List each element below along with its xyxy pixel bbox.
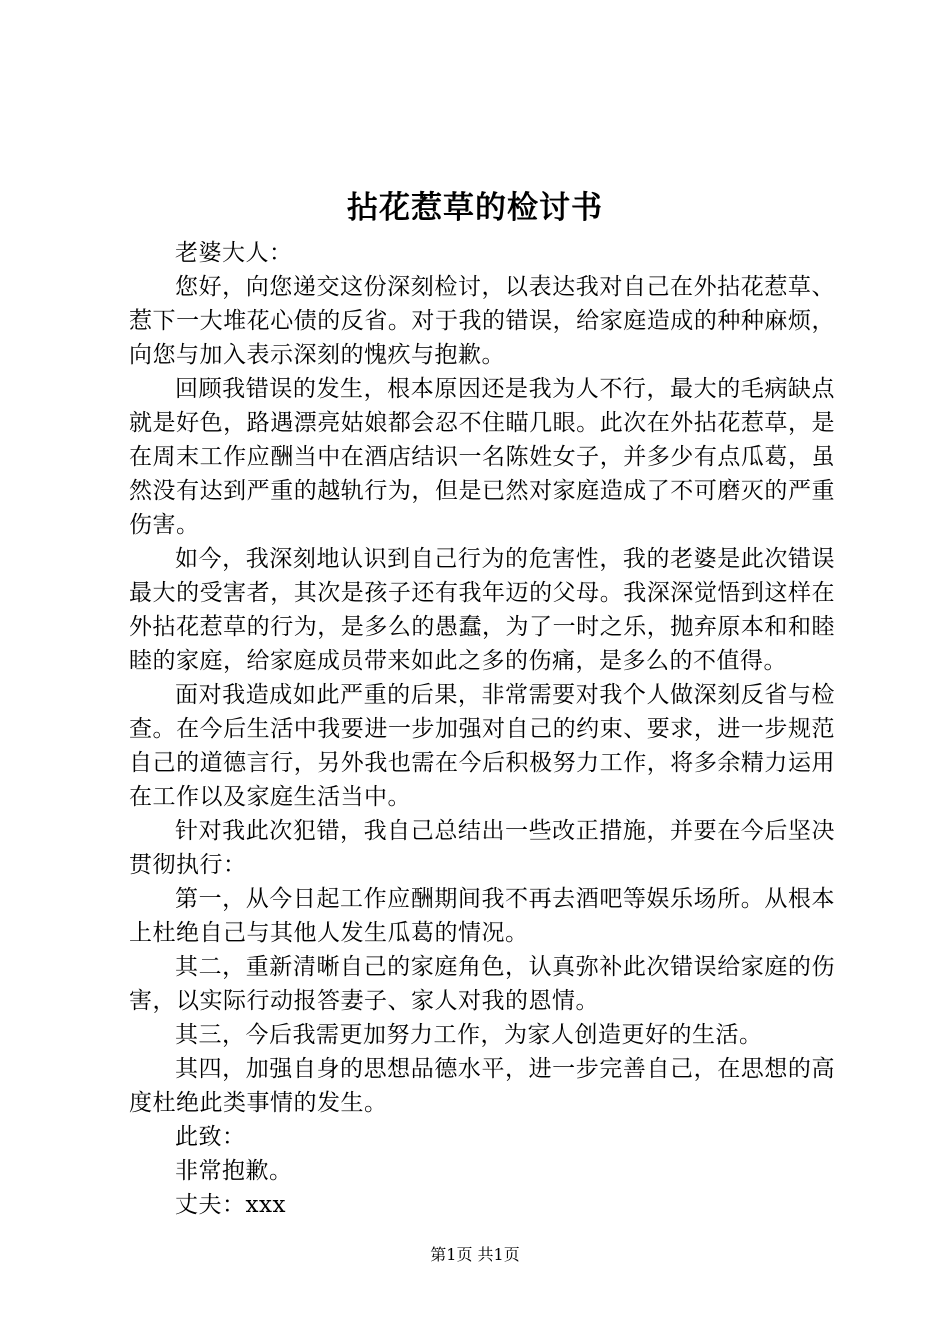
closing-salute: 此致： — [175, 1124, 246, 1150]
paragraph: 面对我造成如此严重的后果，非常需要对我个人做深刻反省与检查。在今后生活中我要进一步加强对自己的约束、要求，进一步规范自己的道德言行，另外我也需在今后积极努力工作，将多余精力运用在工作以及家庭生活当中。 — [129, 682, 835, 810]
salutation: 老婆大人： — [175, 240, 293, 266]
paragraph: 第一，从今日起工作应酬期间我不再去酒吧等娱乐场所。从根本上杜绝自己与其他人发生瓜葛的情况。 — [129, 886, 835, 946]
closing-apology: 非常抱歉。 — [175, 1158, 293, 1184]
page-footer: 第1页 共1页 — [430, 1245, 520, 1264]
paragraph: 您好，向您递交这份深刻检讨，以表达我对自己在外拈花惹草、惹下一大堆花心债的反省。对于我的错误，给家庭造成的种种麻烦，向您与加入表示深刻的愧疚与抱歉。 — [129, 274, 835, 368]
document-title: 拈花惹草的检讨书 — [347, 190, 603, 226]
paragraph: 针对我此次犯错，我自己总结出一些改正措施，并要在今后坚决贯彻执行： — [129, 818, 835, 878]
paragraph: 其二，重新清晰自己的家庭角色，认真弥补此次错误给家庭的伤害，以实际行动报答妻子、家人对我的恩情。 — [129, 954, 835, 1014]
paragraph: 其四，加强自身的思想品德水平，进一步完善自己，在思想的高度杜绝此类事情的发生。 — [129, 1056, 835, 1116]
signature: 丈夫：xxx — [175, 1192, 286, 1218]
paragraph: 回顾我错误的发生，根本原因还是我为人不行，最大的毛病缺点就是好色，路遇漂亮姑娘都会忍不住瞄几眼。此次在外拈花惹草，是在周末工作应酬当中在酒店结识一名陈姓女子，并多少有点瓜葛，虽然没有达到严重的越轨行为，但是已然对家庭造成了不可磨灭的严重伤害。 — [129, 376, 835, 538]
paragraph: 如今，我深刻地认识到自己行为的危害性，我的老婆是此次错误最大的受害者，其次是孩子还有我年迈的父母。我深深觉悟到这样在外拈花惹草的行为，是多么的愚蠢，为了一时之乐，抛弃原本和和睦睦的家庭，给家庭成员带来如此之多的伤痛，是多么的不值得。 — [129, 546, 835, 674]
paragraph: 其三，今后我需更加努力工作，为家人创造更好的生活。 — [175, 1022, 763, 1048]
document-body — [129, 236, 835, 1222]
